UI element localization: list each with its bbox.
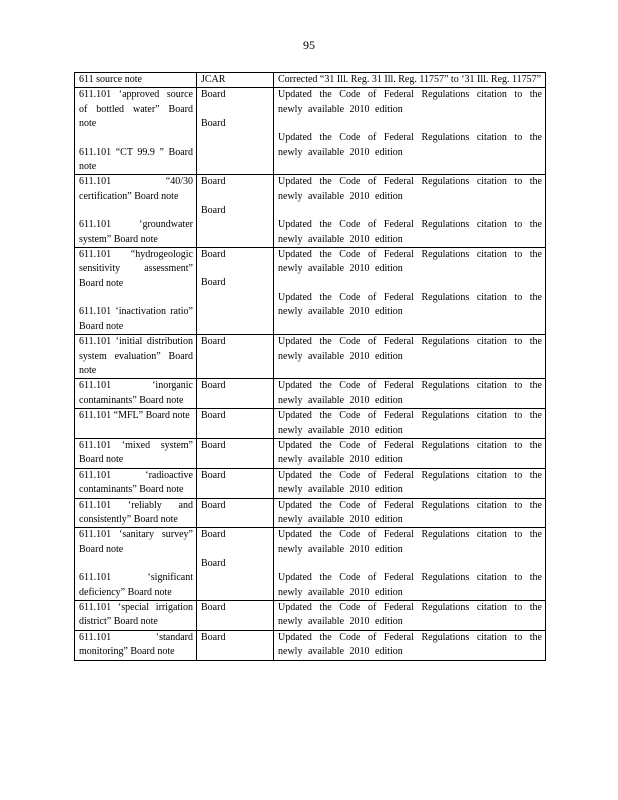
action-text: Updated the Code of Federal Regulations citation to the newly available 2010 edition [278, 219, 542, 245]
section-cell [75, 438, 197, 468]
action-text: Updated the Code of Federal Regulations citation to the newly available 2010 edition [278, 176, 542, 202]
agency-text: Board [201, 469, 226, 481]
section-text: 611.101 ‘approved source of bottled water” Board note [79, 89, 193, 130]
section-text: 611.101 ‘standard monitoring” Board note [79, 631, 193, 658]
agency-text: Board [201, 410, 226, 422]
action-text: Updated the Code of Federal Regulations citation to the newly available 2010 edition [278, 291, 542, 318]
table-row [75, 335, 546, 379]
agency-text: Board [201, 602, 226, 613]
section-cell [75, 88, 197, 175]
section-text: 611.101 ‘inactivation ratio” Board note [79, 306, 193, 332]
page-number: 95 [303, 38, 315, 52]
agency-text: Board [201, 380, 226, 392]
section-cell [75, 498, 197, 528]
table-row [75, 468, 546, 498]
agency-cell [197, 528, 274, 601]
agency-text: Board [201, 336, 226, 348]
action-cell [274, 601, 546, 631]
table-row [75, 601, 546, 631]
action-text: Corrected “31 Ill. Reg. 31 Ill. Reg. 11757” to ‘31 Ill. Reg. 11757” [278, 74, 542, 85]
section-cell [75, 528, 197, 601]
table-row [75, 438, 546, 468]
action-cell [274, 335, 546, 379]
agency-cell [197, 601, 274, 631]
action-text: Updated the Code of Federal Regulations citation to the newly available 2010 edition [278, 529, 542, 555]
section-cell [75, 409, 197, 439]
agency-text: Board [201, 499, 226, 511]
agency-text: Board [201, 529, 226, 541]
action-text: Updated the Code of Federal Regulations citation to the newly available 2010 edition [278, 410, 542, 436]
action-text: Updated the Code of Federal Regulations citation to the newly available 2010 edition [278, 439, 542, 466]
action-cell [274, 438, 546, 468]
action-text: Updated the Code of Federal Regulations citation to the newly available 2010 edition [278, 380, 542, 406]
section-text: 611.101 ‘groundwater system” Board note [79, 219, 193, 245]
action-cell [274, 409, 546, 439]
agency-text: Board [201, 249, 226, 261]
table-row [75, 175, 546, 248]
section-cell [75, 468, 197, 498]
agency-cell [197, 88, 274, 175]
action-text: Updated the Code of Federal Regulations citation to the newly available 2010 edition [278, 602, 542, 628]
agency-cell [197, 409, 274, 439]
agency-cell [197, 379, 274, 409]
action-text: Updated the Code of Federal Regulations citation to the newly available 2010 edition [278, 336, 542, 362]
table-row [75, 498, 546, 528]
section-text: 611 source note [79, 74, 142, 85]
agency-cell [197, 630, 274, 660]
section-text: 611.101 ‘initial distribution system evaluation” Board note [79, 336, 193, 376]
section-text: 611.101 ‘sanitary survey” Board note [79, 529, 193, 555]
table-row [75, 409, 546, 439]
action-text: Updated the Code of Federal Regulations citation to the newly available 2010 edition [278, 572, 542, 598]
section-text: 611.101 ‘reliably and consistently” Board note [79, 499, 193, 525]
agency-text: Board [201, 557, 226, 569]
section-cell [75, 630, 197, 660]
action-cell [274, 630, 546, 660]
agency-text: Board [201, 176, 226, 188]
table-row [75, 248, 546, 335]
section-text: 611.101 ‘mixed system” Board note [79, 439, 193, 466]
action-cell [274, 88, 546, 175]
agency-cell [197, 248, 274, 335]
action-cell [274, 379, 546, 409]
section-text: 611.101 ‘inorganic contaminants” Board note [79, 380, 193, 406]
action-text: Updated the Code of Federal Regulations citation to the newly available 2010 edition [278, 89, 542, 115]
action-cell [274, 468, 546, 498]
agency-text: Board [201, 204, 226, 216]
section-text: 611.101 ‘special irrigation district” Board note [79, 602, 193, 628]
changes-table-body [75, 73, 546, 661]
section-cell [75, 335, 197, 379]
agency-text: Board [201, 89, 226, 101]
action-text: Updated the Code of Federal Regulations citation to the newly available 2010 edition [278, 469, 542, 496]
action-cell [274, 73, 546, 88]
agency-text: JCAR [201, 74, 226, 85]
action-text: Updated the Code of Federal Regulations citation to the newly available 2010 edition [278, 499, 542, 525]
section-cell [75, 175, 197, 248]
action-cell [274, 175, 546, 248]
action-cell [274, 498, 546, 528]
section-text: 611.101 “hydrogeologic sensitivity assessment” Board note [79, 249, 193, 289]
section-cell [75, 73, 197, 88]
section-cell [75, 379, 197, 409]
action-text: Updated the Code of Federal Regulations citation to the newly available 2010 edition [278, 132, 542, 158]
section-text: 611.101 “CT 99.9 ” Board note [79, 146, 193, 173]
changes-table [74, 72, 546, 661]
agency-text: Board [201, 277, 226, 289]
section-text: 611.101 ‘radioactive contaminants” Board note [79, 469, 193, 496]
table-row [75, 630, 546, 660]
agency-cell [197, 468, 274, 498]
agency-text: Board [201, 439, 226, 451]
agency-text: Board [201, 631, 226, 643]
table-row [75, 528, 546, 601]
section-text: 611.101 ‘significant deficiency” Board note [79, 572, 193, 598]
table-row [75, 73, 546, 88]
agency-cell [197, 73, 274, 88]
action-text: Updated the Code of Federal Regulations citation to the newly available 2010 edition [278, 631, 542, 658]
agency-cell [197, 335, 274, 379]
action-cell [274, 528, 546, 601]
table-row [75, 379, 546, 409]
section-cell [75, 601, 197, 631]
action-cell [274, 248, 546, 335]
table-row [75, 88, 546, 175]
section-text: 611.101 “40/30 certification” Board note [79, 176, 193, 202]
agency-cell [197, 498, 274, 528]
agency-cell [197, 438, 274, 468]
agency-text: Board [201, 117, 226, 129]
agency-cell [197, 175, 274, 248]
section-cell [75, 248, 197, 335]
section-text: 611.101 “MFL” Board note [79, 410, 190, 422]
action-text: Updated the Code of Federal Regulations citation to the newly available 2010 edition [278, 249, 542, 275]
